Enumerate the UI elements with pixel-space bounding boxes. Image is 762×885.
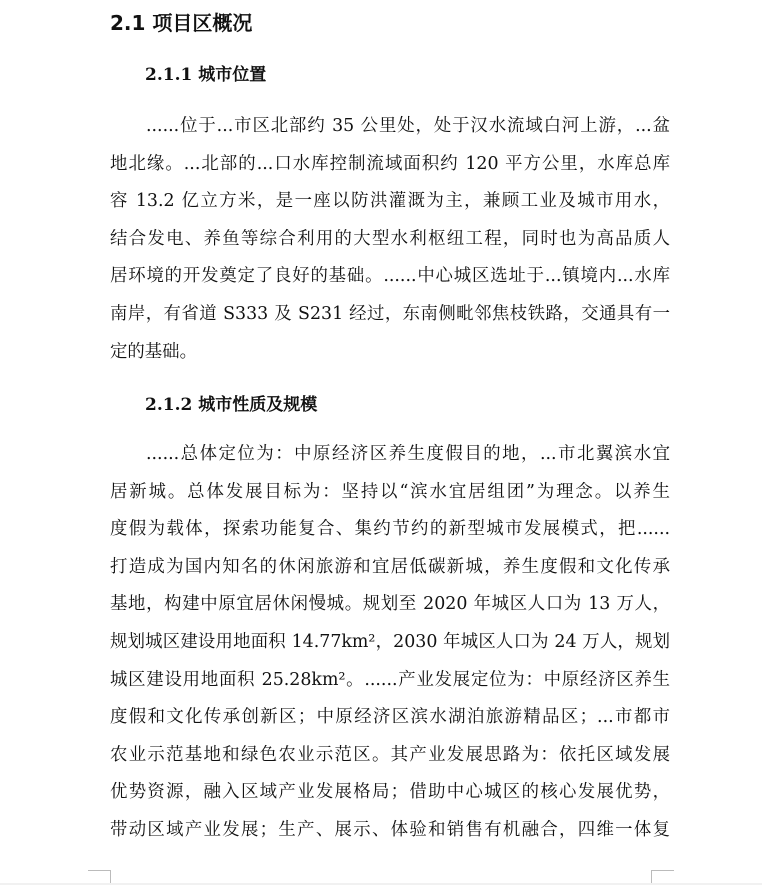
paragraph-line: 规划城区建设用地面积 14.77km²，2030 年城区人口为 24 万人，规划	[110, 631, 670, 652]
heading-2-1-2: 2.1.2 城市性质及规模	[145, 395, 318, 415]
crop-mark-right	[651, 870, 674, 883]
paragraph-line: 南岸，有省道 S333 及 S231 经过，东南侧毗邻焦枝铁路，交通具有一	[110, 303, 670, 324]
paragraph-city-nature-scale	[110, 436, 670, 850]
paragraph-line: 定的基础。	[110, 341, 197, 362]
heading-2-1: 2.1 项目区概况	[110, 11, 253, 35]
paragraph-line: 地北缘。...北部的...口水库控制流域面积约 120 平方公里，水库总库	[110, 153, 670, 174]
paragraph-line: 居环境的开发奠定了良好的基础。......中心城区选址于...镇境内...水库	[110, 266, 670, 287]
paragraph-line: 基地，构建中原宜居休闲慢城。规划至 2020 年城区人口为 13 万人，	[110, 594, 670, 615]
paragraph-line: 打造成为国内知名的休闲旅游和宜居低碳新城，养生度假和文化传承	[110, 556, 670, 577]
paragraph-line: ......位于...市区北部约 35 公里处，处于汉水流域白河上游，...盆	[146, 116, 670, 136]
paragraph-line: 度假为载体，探索功能复合、集约节约的新型城市发展模式，把......	[110, 519, 670, 540]
paragraph-line: 优势资源，融入区域产业发展格局；借助中心城区的核心发展优势，	[110, 782, 670, 803]
paragraph-line: 农业示范基地和绿色农业示范区。其产业发展思路为：依托区域发展	[110, 744, 670, 765]
paragraph-line: 度假和文化传承创新区；中原经济区滨水湖泊旅游精品区；...市都市	[110, 707, 670, 728]
heading-2-1-1: 2.1.1 城市位置	[145, 65, 267, 85]
paragraph-line: 居新城。总体发展目标为：坚持以“滨水宜居组团”为理念。以养生	[110, 481, 670, 502]
paragraph-line: 带动区域产业发展；生产、展示、体验和销售有机融合，四维一体复	[110, 819, 670, 840]
paragraph-line: 结合发电、养鱼等综合利用的大型水利枢纽工程，同时也为高品质人	[110, 228, 670, 249]
paragraph-line: 容 13.2 亿立方米，是一座以防洪灌溉为主，兼顾工业及城市用水，	[110, 191, 670, 212]
crop-mark-left	[88, 870, 111, 883]
paragraph-city-location	[110, 108, 670, 371]
paragraph-line: ......总体定位为：中原经济区养生度假目的地，...市北翼滨水宜	[146, 444, 670, 464]
paragraph-line: 城区建设用地面积 25.28km²。......产业发展定位为：中原经济区养生	[110, 669, 670, 690]
